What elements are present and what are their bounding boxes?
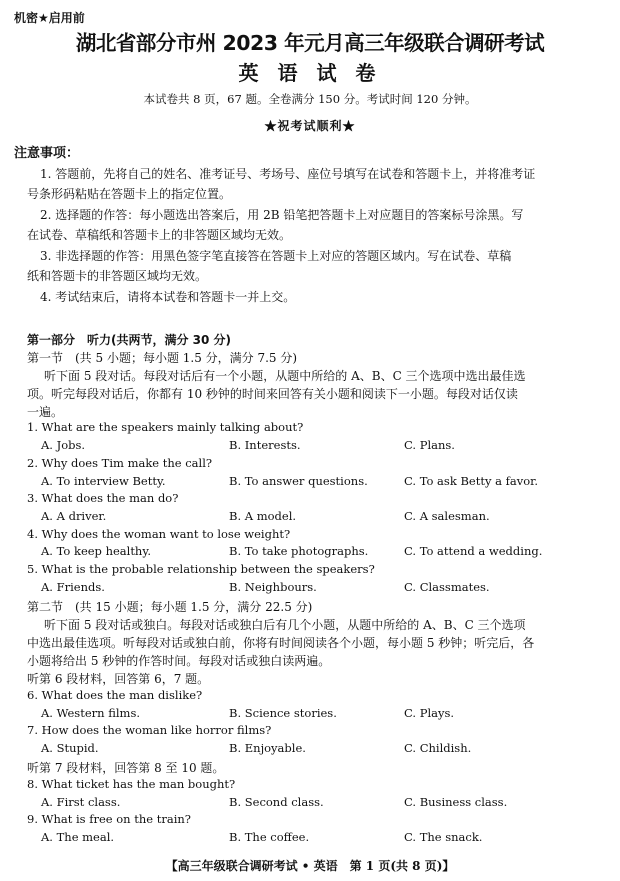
option-a: A. Western films. [41, 706, 141, 720]
section2-instruction: 中选出最佳选项。听每段对话或独白前，你将有时间阅读各个小题，每小题 5 秒钟；听完后，各 [27, 636, 535, 650]
question-text: 1. What are the speakers mainly talking about? [27, 420, 304, 434]
notice-line: 4. 考试结束后，请将本试卷和答题卡一并上交。 [40, 290, 296, 304]
option-b: B. Neighbours. [229, 580, 317, 594]
notice-line: 号条形码粘贴在答题卡上的指定位置。 [27, 187, 232, 201]
section1-instruction: 项。听完每段对话后，你都有 10 秒钟的时间来回答有关小题和阅读下一小题。每段对话仅读 [27, 387, 518, 401]
option-a: A. First class. [41, 795, 121, 809]
option-c: C. To attend a wedding. [404, 544, 543, 558]
option-a: A. Stupid. [41, 741, 99, 755]
option-c: C. Plays. [404, 706, 455, 720]
good-luck-line: ★祝考试顺利★ [264, 119, 356, 133]
option-b: B. Second class. [229, 795, 324, 809]
option-a: A. Jobs. [41, 438, 86, 452]
option-a: A. The meal. [41, 830, 115, 844]
notice-line: 3. 非选择题的作答：用黑色签字笔直接答在答题卡上对应的答题区域内。写在试卷、草稿 [40, 249, 512, 263]
confidential-label: 机密★启用前 [14, 11, 85, 25]
question-text: 5. What is the probable relationship between the speakers? [27, 562, 375, 576]
notice-line: 纸和答题卡的非答题区域均无效。 [27, 269, 208, 283]
section2-heading: 第二节 (共 15 小题；每小题 1.5 分，满分 22.5 分) [27, 600, 313, 614]
question-text: 9. What is free on the train? [27, 812, 191, 826]
page-footer: 【高三年级联合调研考试 • 英语 第 1 页(共 8 页)】 [165, 859, 455, 873]
option-c: C. Business class. [404, 795, 508, 809]
part1-heading: 第一部分 听力(共两节，满分 30 分) [27, 333, 232, 347]
notice-line: 1. 答题前，先将自己的姓名、准考证号、考场号、座位号填写在试卷和答题卡上，并将准考证 [40, 167, 536, 181]
section2-instruction: 听下面 5 段对话或独白。每段对话或独白后有几个小题，从题中所给的 A、B、C 三个选项 [44, 618, 526, 632]
option-c: C. A salesman. [404, 509, 490, 523]
option-c: C. To ask Betty a favor. [404, 474, 539, 488]
material-instruction: 听第 7 段材料，回答第 8 至 10 题。 [27, 761, 225, 775]
option-b: B. The coffee. [229, 830, 310, 844]
exam-subtitle: 英 语 试 卷 [238, 61, 382, 85]
section2-instruction: 小题将给出 5 秒钟的作答时间。每段对话或独白读两遍。 [27, 654, 331, 668]
question-text: 4. Why does the woman want to lose weight? [27, 527, 291, 541]
question-text: 3. What does the man do? [27, 491, 179, 505]
option-b: B. To answer questions. [229, 474, 368, 488]
option-b: B. To take photographs. [229, 544, 369, 558]
notice-line: 2. 选择题的作答：每小题选出答案后，用 2B 铅笔把答题卡上对应题目的答案标号涂黑。写 [40, 208, 524, 222]
option-c: C. Plans. [404, 438, 455, 452]
section1-heading: 第一节 (共 5 小题；每小题 1.5 分，满分 7.5 分) [27, 351, 298, 365]
exam-info: 本试卷共 8 页，67 题。全卷满分 150 分。考试时间 120 分钟。 [143, 92, 477, 106]
material-instruction: 听第 6 段材料，回答第 6，7 题。 [27, 672, 210, 686]
option-a: A. Friends. [41, 580, 105, 594]
section1-instruction: 听下面 5 段对话。每段对话后有一个小题，从题中所给的 A、B、C 三个选项中选出最佳选 [44, 369, 526, 383]
option-b: B. Interests. [229, 438, 301, 452]
question-text: 2. Why does Tim make the call? [27, 456, 213, 470]
section1-instruction: 一遍。 [27, 405, 64, 419]
option-b: B. Science stories. [229, 706, 337, 720]
option-c: C. Childish. [404, 741, 472, 755]
option-c: C. Classmates. [404, 580, 490, 594]
question-text: 8. What ticket has the man bought? [27, 777, 236, 791]
notice-line: 在试卷、草稿纸和答题卡上的非答题区域均无效。 [27, 228, 292, 242]
question-text: 7. How does the woman like horror films? [27, 723, 272, 737]
exam-title: 湖北省部分市州 2023 年元月高三年级联合调研考试 [75, 31, 545, 55]
option-a: A. To interview Betty. [41, 474, 166, 488]
option-b: B. Enjoyable. [229, 741, 306, 755]
notice-heading: 注意事项： [14, 146, 80, 161]
option-b: B. A model. [229, 509, 297, 523]
option-c: C. The snack. [404, 830, 483, 844]
question-text: 6. What does the man dislike? [27, 688, 203, 702]
option-a: A. A driver. [41, 509, 107, 523]
option-a: A. To keep healthy. [41, 544, 151, 558]
